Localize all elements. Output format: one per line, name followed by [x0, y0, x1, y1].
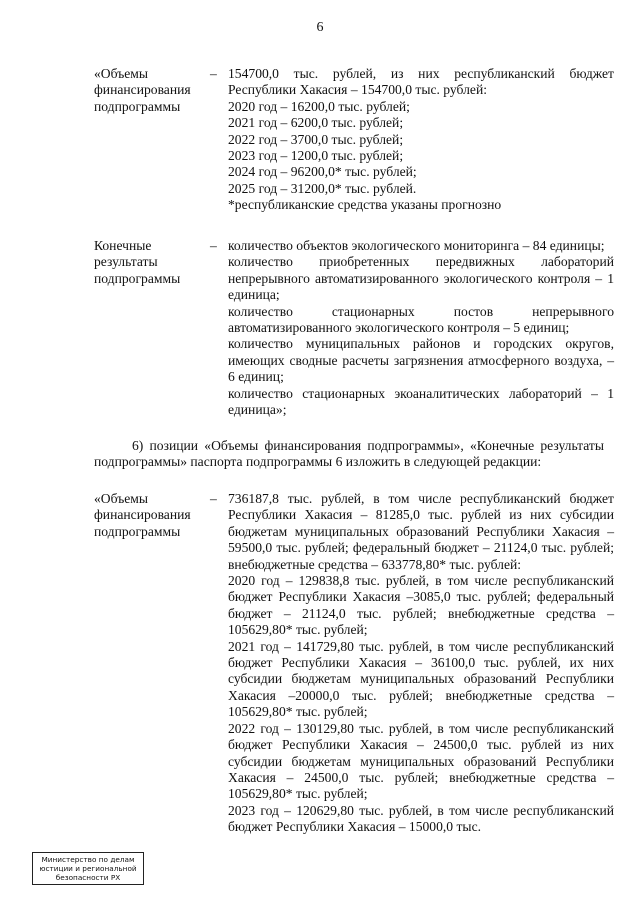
financing-label-1: «Объемы финансирования подпрограммы — [94, 66, 191, 114]
financing-year: 2020 год – 16200,0 тыс. рублей; — [228, 98, 410, 114]
page-number: 6 — [316, 20, 324, 35]
financing-total: 154700,0 тыс. рублей, из них республиканский бюджет Республики Хакасия – 154700,0 тыс. рублей: — [228, 66, 614, 98]
result-item: количество стационарных постов непрерывного автоматизированного экологического контроля – 5 единиц; — [228, 303, 614, 336]
financing-year: 2024 год – 96200,0* тыс. рублей; — [228, 164, 417, 180]
dash: – — [210, 66, 217, 81]
financing-year: 2021 год – 141729,80 тыс. рублей, в том числе республиканский бюджет Республики Хакасия – 36100,0 тыс. рублей, их них субсидии бюджетам муниципальных образований Республики Хакасия –20000,0 тыс. рублей; внебюджетные средства – 105629,80* тыс. рублей; — [228, 638, 614, 720]
dash: – — [210, 491, 217, 506]
financing-content-2 — [228, 491, 614, 836]
result-item: количество объектов экологического мониторинга – 84 единицы; — [228, 238, 605, 253]
financing-year: 2023 год – 1200,0 тыс. рублей; — [228, 148, 404, 164]
financing-content-1 — [228, 66, 614, 214]
footnote: *республиканские средства указаны прогнозно — [228, 197, 502, 213]
financing-label-2: «Объемы финансирования подпрограммы — [94, 491, 191, 539]
ministry-stamp: Министерство по делам юстиции и региональной безопасности РХ — [32, 852, 144, 885]
amendment-paragraph: 6) позиции «Объемы финансирования подпрограммы», «Конечные результаты подпрограммы» паспорта подпрограммы 6 изложить в следующей редакции: — [94, 438, 604, 470]
financing-block-1 — [94, 66, 614, 214]
financing-year: 2021 год – 6200,0 тыс. рублей; — [228, 115, 404, 131]
result-item: количество муниципальных районов и городских округов, имеющих сводные расчеты загрязнения атмосферного воздуха, – 6 единиц; — [228, 336, 614, 385]
financing-year: 2023 год – 120629,80 тыс. рублей, в том числе республиканский бюджет Республики Хакасия – 15000,0 тыс. — [228, 802, 614, 835]
results-label: Конечные результаты подпрограммы — [94, 238, 181, 286]
result-item: количество стационарных экоаналитических лабораторий – 1 единица»; — [228, 385, 614, 418]
dash: – — [210, 238, 217, 253]
result-item: количество приобретенных передвижных лабораторий непрерывного автоматизированного экологического контроля – 1 единица; — [228, 254, 614, 303]
results-block — [94, 238, 614, 418]
financing-total: 736187,8 тыс. рублей, в том числе республиканский бюджет Республики Хакасия – 81285,0 тыс. рублей из них субсидии бюджетам муниципальных образований Республики Хакасия – 59500,0 тыс. рублей; федеральный бюджет – 21124,0 тыс. рублей; внебюджетные средства – 633778,80* тыс. рублей: — [228, 491, 614, 572]
financing-year: 2025 год – 31200,0* тыс. рублей. — [228, 180, 417, 196]
results-content — [228, 238, 614, 418]
financing-year: 2022 год – 130129,80 тыс. рублей, в том числе республиканский бюджет Республики Хакасия – 24500,0 тыс. рублей из них субсидии бюджетам муниципальных образований Республики Хакасия – 24500,0 тыс. рублей; внебюджетные средства – 105629,80* тыс. рублей; — [228, 720, 614, 802]
financing-year: 2022 год – 3700,0 тыс. рублей; — [228, 131, 404, 147]
financing-year: 2020 год – 129838,8 тыс. рублей, в том числе республиканский бюджет Республики Хакасия –3085,0 тыс. рублей; федеральный бюджет – 21124,0 тыс. рублей; внебюджетные средства – 105629,80* тыс. рублей; — [228, 573, 614, 638]
financing-block-2 — [94, 491, 614, 836]
